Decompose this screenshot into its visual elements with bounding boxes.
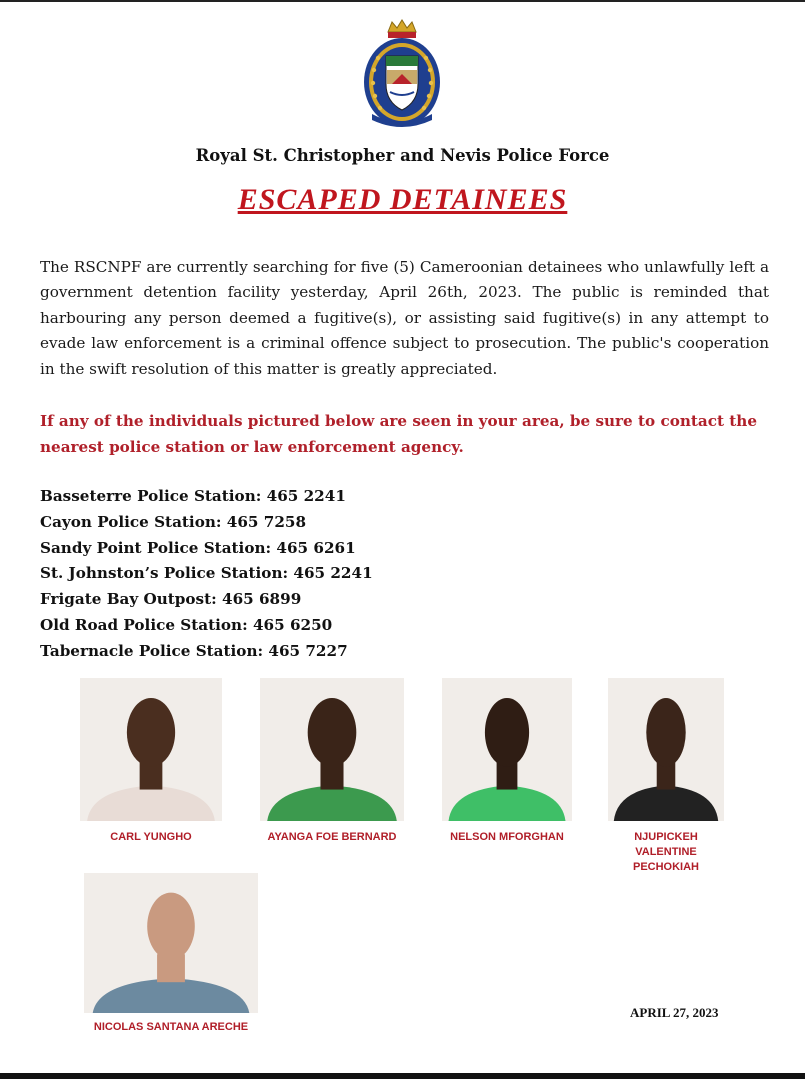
intro-paragraph: The RSCNPF are currently searching for five (5) Cameroonian detainees who unlawfully left a government detention facility yesterday, April 26th, 2023. The public is reminded that harbouring any person deemed a fugitive(s), or assisting said fugitive(s) in any attempt to evade law enforcement is a criminal offence subject to prosecution. The public's cooperation in the swift resolution of this matter is greatly appreciated. xyxy=(40,258,769,378)
detainee-photo xyxy=(442,678,572,821)
detainee-name: NJUPICKEH VALENTINE PECHOKIAH xyxy=(632,831,699,873)
top-border xyxy=(0,0,805,2)
head-shape xyxy=(646,698,685,767)
station-item: Basseterre Police Station: 465 2241 xyxy=(40,487,346,505)
detainee-photo xyxy=(84,873,258,1013)
detainee-photo xyxy=(608,678,724,821)
station-item: Tabernacle Police Station: 465 7227 xyxy=(40,641,348,660)
detainee-name: NELSON MFORGHAN xyxy=(450,831,564,843)
station-item: Sandy Point Police Station: 465 6261 xyxy=(40,538,356,557)
head-shape xyxy=(308,698,357,767)
station-item: Old Road Police Station: 465 6250 xyxy=(40,615,333,634)
police-station-list xyxy=(40,484,540,665)
publication-date: APRIL 27, 2023 xyxy=(630,1005,719,1020)
detainee-name: CARL YUNGHO xyxy=(110,831,192,843)
portrait-graphic xyxy=(260,678,404,821)
detainee-photo xyxy=(80,678,222,821)
head-shape xyxy=(127,698,175,767)
head-shape xyxy=(485,698,529,767)
detainee-photo xyxy=(260,678,404,821)
station-item: Cayon Police Station: 465 7258 xyxy=(40,512,307,531)
head-shape xyxy=(147,893,195,960)
bottom-border xyxy=(0,1073,805,1079)
organization-name: Royal St. Christopher and Nevis Police Force xyxy=(195,146,610,165)
detainee-name: NICOLAS SANTANA ARECHE xyxy=(93,1021,249,1033)
portrait-graphic xyxy=(608,678,724,821)
police-crest-icon xyxy=(360,18,444,130)
detainee-name: AYANGA FOE BERNARD xyxy=(267,831,397,843)
page-title: ESCAPED DETAINEES xyxy=(237,183,568,216)
portrait-graphic xyxy=(84,873,258,1013)
station-item: Frigate Bay Outpost: 465 6899 xyxy=(40,590,302,609)
station-item: St. Johnston’s Police Station: 465 2241 xyxy=(40,564,373,583)
portrait-graphic xyxy=(80,678,222,821)
portrait-graphic xyxy=(442,678,572,821)
alert-message: If any of the individuals pictured below are seen in your area, be sure to contact the nearest police station or law enforcement agency. xyxy=(40,412,757,456)
